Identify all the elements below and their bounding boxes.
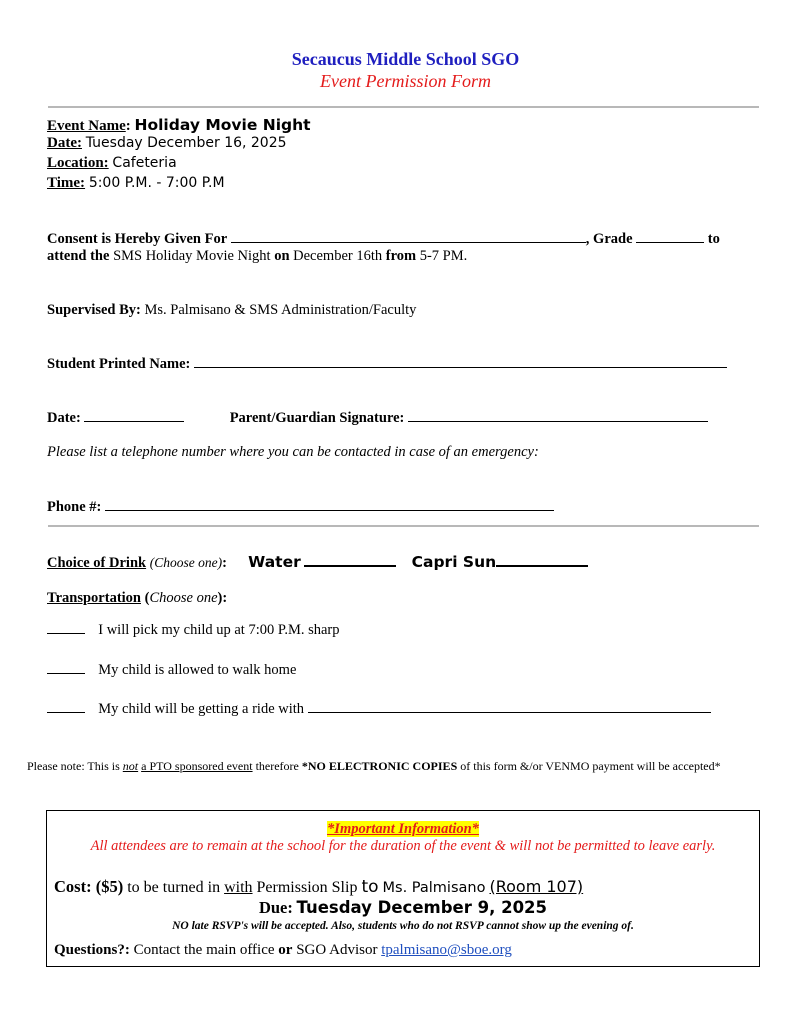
consent-on: on bbox=[274, 248, 290, 264]
note-pto: a PTO sponsored event bbox=[141, 759, 253, 773]
signature-label: Parent/Guardian Signature: bbox=[229, 410, 405, 426]
consent-line-2 bbox=[47, 248, 467, 265]
cost-label: Cost: ($5) bbox=[54, 877, 124, 896]
event-location-label: Location: bbox=[47, 155, 109, 171]
supervised-row bbox=[47, 302, 416, 319]
divider-middle bbox=[48, 525, 759, 527]
signature-field[interactable] bbox=[408, 409, 708, 422]
drink-option-water: Water bbox=[248, 553, 301, 571]
date-field[interactable] bbox=[84, 409, 184, 422]
due-label: Due: bbox=[258, 898, 293, 917]
advisor-email-link[interactable]: tpalmisano@sboe.org bbox=[381, 942, 512, 958]
pto-note: Please note: This is not a PTO sponsored event therefore *NO ELECTRONIC COPIES of this form &/or VENMO payment will be accepted* bbox=[27, 759, 721, 773]
date-label: Date: bbox=[47, 410, 81, 426]
event-location-value: Cafeteria bbox=[112, 155, 177, 171]
transport-option-pickup bbox=[47, 621, 340, 639]
drink-label: Choice of Drink bbox=[47, 555, 147, 571]
consent-prefix: Consent is Hereby Given For bbox=[47, 231, 228, 247]
divider-top bbox=[48, 106, 759, 108]
transport-option-walk bbox=[47, 661, 296, 679]
due-value: Tuesday December 9, 2025 bbox=[296, 898, 548, 917]
drink-option-capri-sun: Capri Sun bbox=[411, 553, 497, 571]
walk-checkbox-line[interactable] bbox=[47, 661, 85, 674]
drink-row: Choice of Drink (Choose one): Water Capri Sun bbox=[47, 553, 588, 572]
pickup-checkbox-line[interactable] bbox=[47, 621, 85, 634]
form-title: Event Permission Form bbox=[320, 71, 491, 91]
student-name-row bbox=[47, 355, 727, 373]
consent-line-1 bbox=[47, 230, 720, 248]
school-name: Secaucus Middle School SGO bbox=[291, 49, 520, 69]
cost-row: Cost: ($5) to be turned in with Permission Slip to Ms. Palmisano (Room 107) bbox=[54, 877, 584, 897]
drink-hint: (Choose one) bbox=[149, 555, 223, 570]
transport-option-ride bbox=[47, 700, 711, 718]
ride-checkbox-line[interactable] bbox=[47, 700, 85, 713]
capri-sun-field[interactable] bbox=[496, 553, 588, 567]
phone-row bbox=[47, 498, 554, 516]
important-info-box bbox=[46, 810, 760, 967]
due-row bbox=[47, 898, 759, 918]
phone-field[interactable] bbox=[105, 498, 554, 511]
grade-label: , Grade bbox=[585, 231, 633, 247]
consent-from: from bbox=[385, 248, 417, 264]
transportation-heading: Transportation (Choose one): bbox=[47, 590, 228, 606]
important-info-notice: All attendees are to remain at the school for the duration of the event & will not be permitted to leave early. bbox=[90, 838, 716, 854]
phone-instruction: Please list a telephone number where you can be contacted in case of an emergency: bbox=[47, 444, 539, 460]
pickup-label: I will pick my child up at 7:00 P.M. sharp bbox=[98, 622, 340, 638]
walk-label: My child is allowed to walk home bbox=[98, 662, 297, 678]
phone-label: Phone #: bbox=[47, 499, 102, 515]
student-name-label: Student Printed Name: bbox=[47, 356, 191, 372]
questions-label: Questions?: bbox=[54, 942, 130, 958]
supervised-label: Supervised By: bbox=[47, 302, 141, 318]
grade-field[interactable] bbox=[636, 230, 704, 243]
event-name-row: Event Name: Holiday Movie Night bbox=[47, 116, 311, 134]
consent-event: SMS Holiday Movie Night bbox=[113, 248, 271, 264]
consent-date: December 16th bbox=[293, 248, 383, 264]
event-time-label: Time: bbox=[47, 175, 86, 191]
ride-with-field[interactable] bbox=[308, 700, 711, 713]
consent-name-field[interactable] bbox=[231, 230, 586, 243]
transportation-label: Transportation bbox=[47, 590, 141, 606]
event-date-value: Tuesday December 16, 2025 bbox=[85, 135, 287, 151]
event-name-value: Holiday Movie Night bbox=[134, 116, 311, 134]
event-time-value: 5:00 P.M. - 7:00 P.M bbox=[88, 175, 225, 191]
late-rsvp-note: NO late RSVP's will be accepted. Also, students who do not RSVP cannot show up the evening of. bbox=[172, 920, 634, 932]
consent-attend: attend the bbox=[47, 248, 110, 264]
student-name-field[interactable] bbox=[194, 355, 727, 368]
date-signature-row bbox=[47, 409, 708, 427]
consent-to: to bbox=[707, 231, 720, 247]
event-date-label: Date: bbox=[47, 135, 82, 151]
water-field[interactable] bbox=[304, 553, 396, 567]
ride-label: My child will be getting a ride with bbox=[98, 701, 305, 717]
event-time-row bbox=[47, 175, 225, 192]
note-not: not bbox=[122, 759, 139, 773]
cost-name: Ms. Palmisano bbox=[382, 880, 486, 896]
important-info-heading: *Important Information* bbox=[327, 821, 479, 837]
transportation-hint: Choose one bbox=[149, 590, 218, 606]
event-location-row bbox=[47, 155, 177, 172]
event-date-row bbox=[47, 135, 287, 152]
consent-time: 5-7 PM. bbox=[419, 248, 468, 264]
event-name-label: Event Name bbox=[47, 118, 126, 134]
cost-room: (Room 107) bbox=[489, 877, 584, 896]
questions-row: Questions?: Contact the main office or SGO Advisor tpalmisano@sboe.org bbox=[54, 942, 512, 958]
note-no-electronic: *NO ELECTRONIC COPIES bbox=[301, 759, 458, 773]
supervised-value: Ms. Palmisano & SMS Administration/Faculty bbox=[144, 302, 417, 318]
